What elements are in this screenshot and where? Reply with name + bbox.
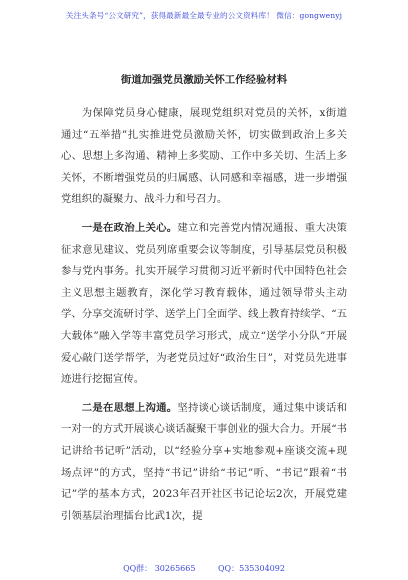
section-politics-heading: 一是在政治上关心。 — [81, 221, 178, 234]
section-politics-text: 建立和完善党内情况通报、重大决策征求意见建议、党员列席重要会议等制度，引导基层党员积极参与党内事务。扎实开展学习贯彻习近平新时代中国特色社会主义思想主题教育，深化学习教育载体，通过领导带头主动学、分享交流研讨学、送学上门全面学、线上教育持续学、“五大载体”融入学等丰富党员学习形式，成立“送学小分队”开展爱心敲门送学帮学，为老党员过好“政治生日”，对党员先进事迹进行挖掘宣传。 — [61, 221, 348, 386]
section-thought — [61, 398, 347, 528]
document-body — [61, 103, 347, 527]
section-thought-heading: 二是在思想上沟通。 — [81, 401, 178, 414]
qq-number: QQ：535304092 — [218, 564, 285, 573]
intro-paragraph: 为保障党员身心健康，展现党组织对党员的关怀，x街道通过“五举措”扎实推进党员激励关怀，切实做到政治上多关心、思想上多沟通、精神上多奖励、工作中多关切、生活上多关怀，不断增强党员的归属感、认同感和幸福感，进一步增强党组织的凝聚力、战斗力和号召力。 — [61, 107, 347, 206]
promo-banner: 关注头条号“公文研究”，获得最新最全最专业的公文资料库！ 微信：gongwenyj — [65, 11, 343, 20]
section-politics — [61, 218, 347, 391]
contact-footer — [0, 563, 408, 574]
qq-group-number: QQ群： 30265665 — [123, 564, 196, 573]
section-thought-text: 坚持谈心谈话制度，通过集中谈话和一对一的方式开展谈心谈话凝聚干事创业的强大合力。开展“书记讲给书记听”活动，以“经验分享+实地参观+座谈交流+现场点评”的方式，坚持“书记”讲给“书记”听、“书记”跟着“书记”学的基本方式，2023年召开社区书记论坛2次，开展党建引领基层治理擂台比武1次，提 — [61, 401, 348, 522]
page-title: 街道加强党员激励关怀工作经验材料 — [120, 74, 288, 86]
